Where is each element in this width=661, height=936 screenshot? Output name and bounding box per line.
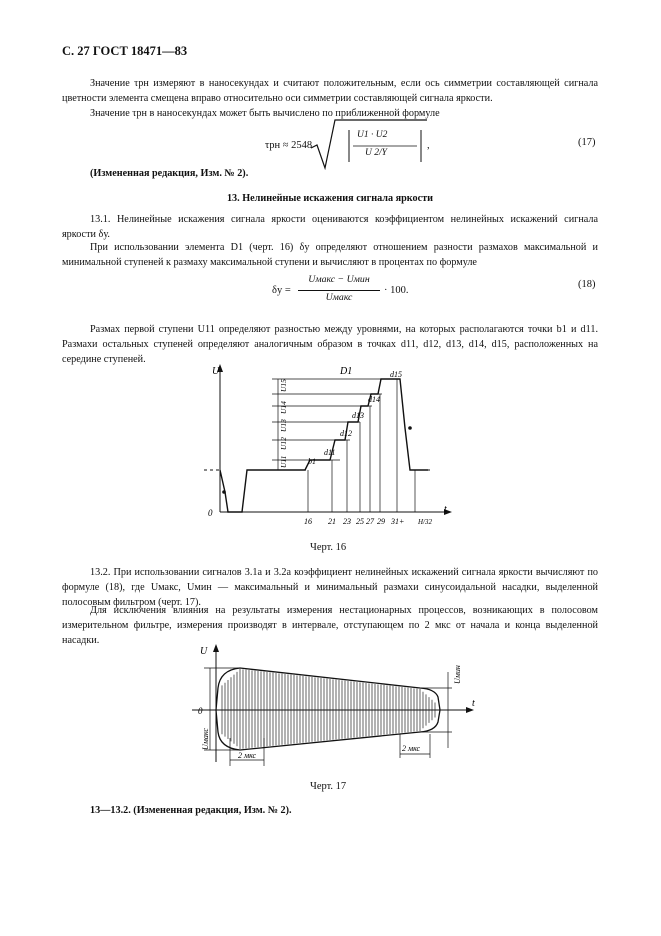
figure-17-x-label: t <box>472 698 475 709</box>
figure-16-tick-16: 16 <box>304 517 312 526</box>
formula-18 <box>272 274 472 310</box>
figure-16-title: D1 <box>340 366 353 377</box>
formula-17-number: (17) <box>578 137 596 148</box>
paragraph-tau-formula-intro: Значение τрн в наносекундах может быть вычислено по приближенной формуле <box>90 108 440 119</box>
figure-16-step-u15: U15 <box>279 379 288 392</box>
figure-17-hatching <box>222 669 435 749</box>
formula-18-lhs: δу = <box>272 285 291 296</box>
formula-17-radical <box>309 118 429 170</box>
figure-16-step-u12: U12 <box>279 437 288 450</box>
formula-18-fraction-bar <box>298 290 380 291</box>
figure-16-point-d14: d14 <box>368 395 380 404</box>
figure-16-tick-23: 23 <box>343 517 351 526</box>
figure-16-point-d12: d12 <box>340 429 352 438</box>
figure-16-tick-25: 25 <box>356 517 364 526</box>
formula-17-numerator: U1 · U2 <box>357 130 388 140</box>
formula-17-comma: , <box>427 140 430 151</box>
paragraph-tau-sign: Значение τрн измеряют в наносекундах и считают положительным, если ось симметрии составляющей сигнала цветности элемента смещена вправо относительно оси симметрии составляющей сигнала яркости. <box>62 78 598 104</box>
page-header: С. 27 ГОСТ 18471—83 <box>62 44 188 58</box>
figure-17-interval-left: 2 мкс <box>238 751 257 760</box>
paragraph-13-2-interval: Для исключения влияния на результаты измерения нестационарных процессов, возникающих в полосовом измерительном фильтре, измерения производят в интервале, отступающем по 2 мкс от начала и конца выделенной насадки. <box>62 605 598 646</box>
figure-16-y-label: U <box>212 366 220 377</box>
figure-16-tick-31: 31+ <box>391 517 405 526</box>
figure-17-umin-label: Uмин <box>453 665 462 684</box>
formula-17-denominator: U 2/Y <box>365 148 387 158</box>
figure-16-tick-29: 29 <box>377 517 385 526</box>
figure-17-interval-right: 2 мкс <box>402 744 421 753</box>
formula-18-number: (18) <box>578 279 596 290</box>
figure-16-step-u13: U13 <box>279 419 288 432</box>
figure-16-point-b1: b1 <box>308 457 316 466</box>
figure-17-umax-label: Uмакс <box>201 728 210 750</box>
edit-note-1: (Измененная редакция, Изм. № 2). <box>90 168 249 179</box>
figure-16-tick-h32: H/32 <box>418 518 432 526</box>
figure-17-origin: 0 <box>198 706 203 716</box>
figure-16-point-d15: d15 <box>390 370 402 379</box>
figure-17-y-label: U <box>200 646 208 657</box>
formula-18-numerator: Uмакс − Uмин <box>308 274 370 285</box>
paragraph-13-1-steps: Размах первой ступени U11 определяют разностью между уровнями, на которых располагаются точки b1 и d11. Размахи остальных ступеней определяют аналогичным образом в точках d11, d12, d13, d14, d15, расположенных на середине ступеней. <box>62 324 598 365</box>
figure-17-burst <box>180 642 480 770</box>
figure-16-x-label: t <box>444 504 447 515</box>
figure-16-step-u14: U14 <box>279 401 288 414</box>
formula-17-lhs: τрн ≈ 2548 <box>265 140 313 151</box>
figure-16-tick-21: 21 <box>328 517 336 526</box>
figure-16-origin: 0 <box>208 508 213 518</box>
formula-18-denominator: Uмакс <box>325 292 353 303</box>
edit-note-2-text: 13—13.2. (Измененная редакция, Изм. № 2). <box>90 805 292 816</box>
figure-16-step-u11: U11 <box>279 455 288 468</box>
figure-16-staircase <box>200 360 460 535</box>
figure-16-point-d13: d13 <box>352 411 364 420</box>
formula-17 <box>265 118 525 170</box>
paragraph-13-1-element-d1: При использовании элемента D1 (черт. 16) δу определяют отношением разности размахов максимальной и минимальной ступеней к размаху максимальной ступени и вычисляют в процентах по формуле <box>62 242 598 268</box>
paragraph-13-1: 13.1. Нелинейные искажения сигнала яркости оцениваются коэффициентом нелинейных искажений сигнала яркости δу. <box>62 214 598 240</box>
section-title: 13. Нелинейные искажения сигнала яркости <box>226 193 434 204</box>
figure-16-point-d11: d11 <box>324 448 336 457</box>
paragraph-13-2: 13.2. При использовании сигналов 3.1а и 3.2а коэффициент нелинейных искажений сигнала яркости вычисляют по формуле (18), где Uмакс, Uмин — максимальный и минимальный размахи синусоидальной насадки, выделенной полосовым фильтром (черт. 17). <box>62 567 598 608</box>
figure-16-tick-27: 27 <box>366 517 374 526</box>
figure-16-caption: Черт. 16 <box>310 542 347 553</box>
figure-17-envelope <box>216 668 440 750</box>
figure-17-caption: Черт. 17 <box>310 781 347 792</box>
edit-note-2 <box>90 805 292 816</box>
formula-18-tail: · 100. <box>384 285 409 296</box>
